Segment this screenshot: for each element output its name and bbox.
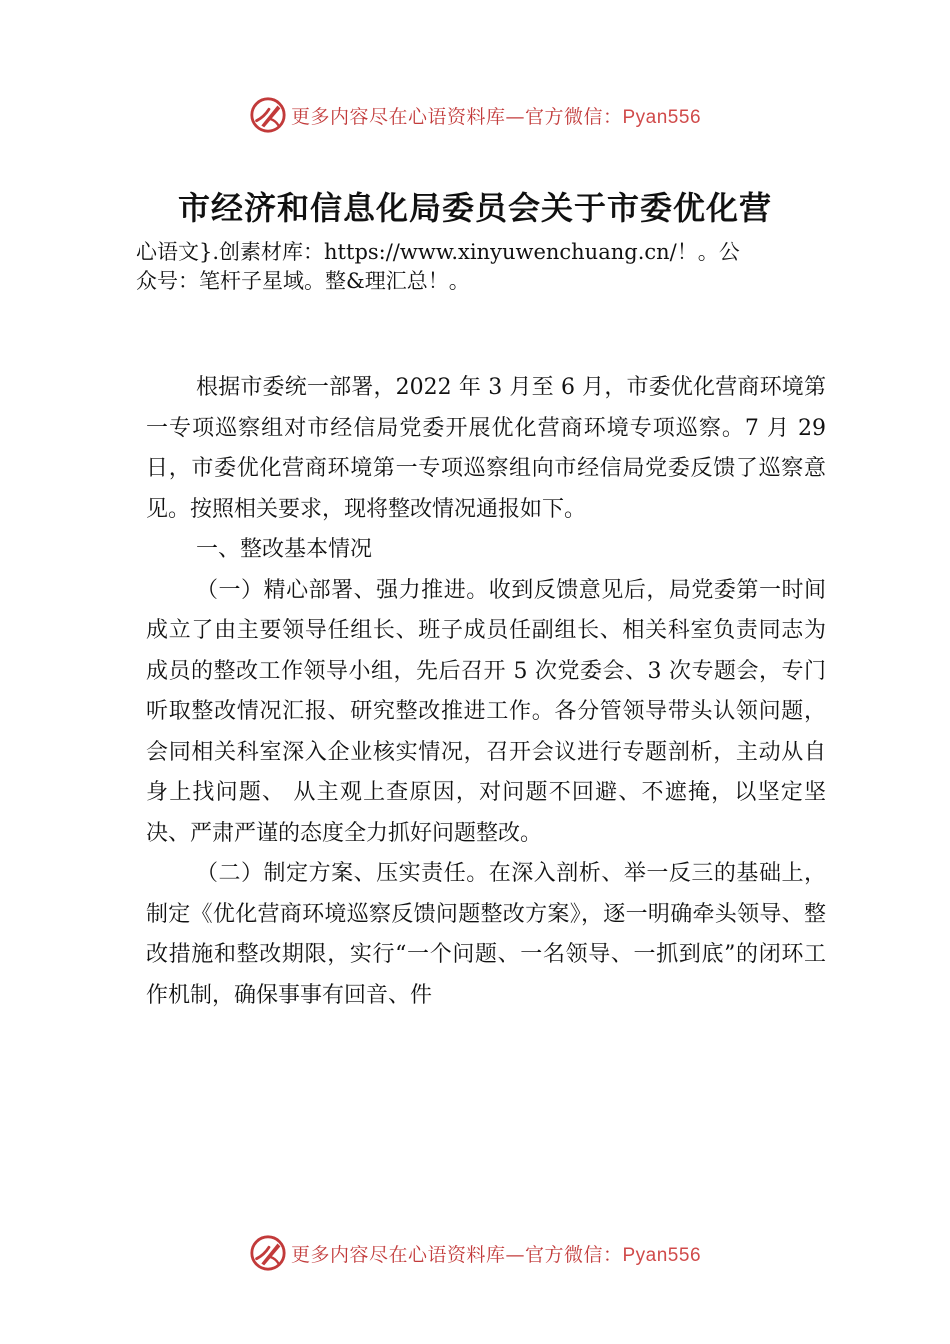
watermark-handle: Pyan556 bbox=[622, 1244, 702, 1266]
watermark-text: 更多内容尽在心语资料库—官方微信：Pyan556 bbox=[290, 1243, 702, 1266]
paragraph-intro: 根据市委统一部署，2022 年 3 月至 6 月，市委优化营商环境第一专项巡察组对市经信局党委开展优化营商环境专项巡察。7 月 29 日，市委优化营商环境第一专项巡察组向市经信局党委反馈了巡察意见。按照相关要求，现将整改情况通报如下。 bbox=[146, 375, 826, 522]
watermark-banner-bottom bbox=[0, 1233, 950, 1273]
document-title: 市经济和信息化局委员会关于市委优化营 bbox=[177, 189, 772, 227]
watermark-text: 更多内容尽在心语资料库—官方微信：Pyan556 bbox=[290, 105, 702, 128]
source-line-2: 众号：笔杆子星域。整&理汇总！。 bbox=[136, 269, 470, 293]
section-heading: 一、整改基本情况 bbox=[196, 537, 373, 562]
pen-logo-icon bbox=[249, 1234, 287, 1272]
pen-logo-icon bbox=[249, 96, 287, 134]
document-body bbox=[146, 368, 826, 1016]
source-line-1: 心语文}.创素材库：https://www.xinyuwenchuang.cn/！。公 bbox=[136, 240, 740, 264]
paragraph-plan: （二）制定方案、压实责任。在深入剖析、举一反三的基础上，制定《优化营商环境巡察反馈问题整改方案》，逐一明确牵头领导、整改措施和整改期限，实行“一个问题、一名领导、一抓到底”的闭环工作机制，确保事事有回音、件 bbox=[146, 861, 826, 1008]
watermark-handle: Pyan556 bbox=[622, 106, 702, 128]
paragraph-deployment: （一）精心部署、强力推进。收到反馈意见后，局党委第一时间成立了由主要领导任组长、班子成员任副组长、相关科室负责同志为成员的整改工作领导小组，先后召开 5 次党委会、3 次专题会，专门听取整改情况汇报、研究整改推进工作。各分管领导带头认领问题，会同相关科室深入企业核实情况，召开会议进行专题剖析，主动从自身上找问题、 从主观上查原因，对问题不回避、不遮掩，以坚定坚决、严肃严谨的态度全力抓好问题整改。 bbox=[146, 577, 826, 846]
watermark-banner-top bbox=[0, 95, 950, 135]
